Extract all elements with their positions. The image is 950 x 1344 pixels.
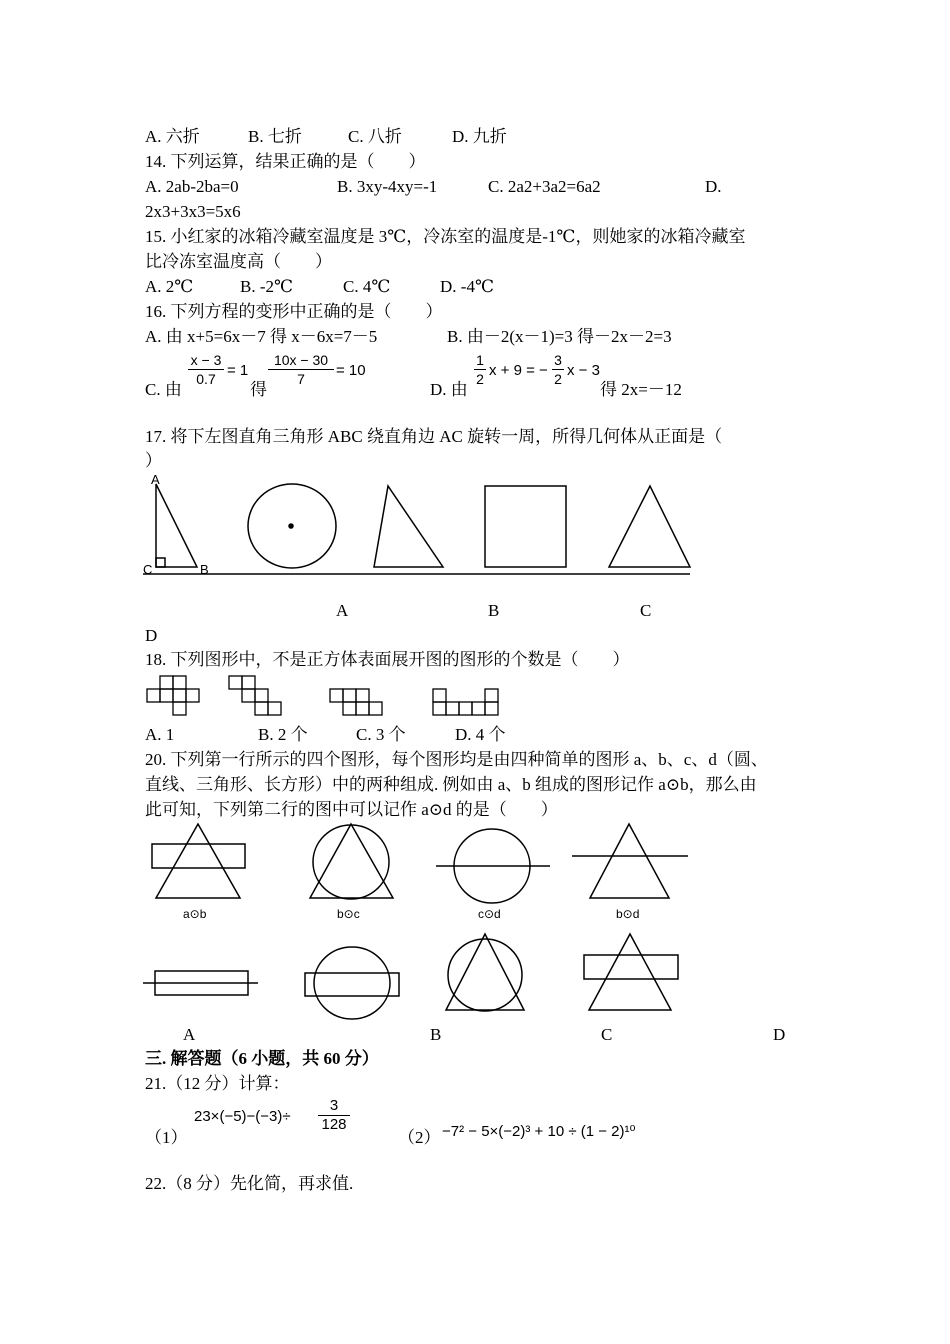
- section-3-heading: 三. 解答题（6 小题，共 60 分）: [145, 1049, 379, 1068]
- q20-caption-1: a⊙b: [183, 907, 207, 921]
- q21-expr-1-fraction: 3 128: [318, 1098, 350, 1133]
- q17-option-b-label: B: [488, 601, 500, 620]
- q16-d-tail: x − 3: [567, 362, 600, 379]
- q16-option-c-mid: 得: [250, 380, 267, 399]
- q14-option-b: B. 3xy-4xy=-1: [337, 177, 438, 196]
- q21-part-1-label: （1）: [145, 1128, 188, 1147]
- q18-option-c: C. 3 个: [356, 725, 406, 744]
- q20-caption-4: b⊙d: [616, 907, 640, 921]
- q14-option-d-cont: 2x3+3x3=5x6: [145, 202, 241, 221]
- q20-stem-2: 直线、三角形、长方形）中的两种组成. 例如由 a、b 组成的图形记作 a⊙b，那么由: [145, 775, 757, 794]
- q18-option-b: B. 2 个: [258, 725, 308, 744]
- q21-expr-2: −7² − 5×(−2)³ + 10 ÷ (1 − 2)¹⁰: [442, 1123, 636, 1140]
- q18-option-d: D. 4 个: [455, 725, 506, 744]
- q16-option-a: A. 由 x+5=6x－7 得 x－6x=7－5: [145, 327, 378, 346]
- q21-stem: 21.（12 分）计算：: [145, 1074, 290, 1093]
- q17-vertex-c: C: [143, 562, 153, 577]
- q15-option-d: D. -4℃: [440, 277, 494, 296]
- q14-option-c: C. 2a2+3a2=6a2: [488, 177, 601, 196]
- q20-option-a-figure: [143, 971, 258, 995]
- q17-stem-2: ）: [145, 451, 162, 470]
- q15-stem-2: 比冷冻室温度高（ ）: [145, 252, 332, 271]
- q16-option-d-prefix: D. 由: [430, 380, 468, 399]
- q20-example-c-d: [436, 829, 550, 903]
- q16-c-fraction-1: x − 3 0.7: [188, 352, 224, 387]
- q18-stem: 18. 下列图形中，不是正方体表面展开图的图形的个数是（ ）: [145, 650, 630, 669]
- q20-example-b-d: [572, 824, 688, 898]
- q14-stem: 14. 下列运算，结果正确的是（ ）: [145, 152, 426, 171]
- q13-option-c: C. 八折: [348, 127, 402, 146]
- q21-part-2-label: （2）: [398, 1128, 441, 1147]
- q16-c-fraction-2: 10x − 30 7: [268, 352, 334, 387]
- q14-option-d: D.: [705, 177, 722, 196]
- q15-stem-1: 15. 小红家的冰箱冷藏室温度是 3℃，冷冻室的温度是-1℃，则她家的冰箱冷藏室: [145, 227, 746, 246]
- q20-example-b-c: [310, 824, 393, 899]
- q20-option-b-label: B: [430, 1025, 442, 1044]
- q16-c-rhs-1: = 1: [227, 362, 249, 379]
- q20-example-a-b: [152, 824, 245, 898]
- q17-option-c-label: C: [640, 601, 652, 620]
- q13-option-a: A. 六折: [145, 127, 200, 146]
- q17-vertex-b: B: [200, 562, 209, 577]
- q13-option-d: D. 九折: [452, 127, 507, 146]
- q20-option-c-label: C: [601, 1025, 613, 1044]
- q16-d-mid: x + 9 = −: [489, 362, 548, 379]
- q20-caption-2: b⊙c: [337, 907, 360, 921]
- q13-option-b: B. 七折: [248, 127, 302, 146]
- q16-stem: 16. 下列方程的变形中正确的是（ ）: [145, 302, 443, 321]
- q17-option-a-label: A: [336, 601, 349, 620]
- q14-option-a: A. 2ab-2ba=0: [145, 177, 239, 196]
- q22-stem: 22.（8 分）先化简，再求值.: [145, 1174, 354, 1193]
- q17-option-d-label: D: [145, 626, 158, 645]
- q16-option-d-suffix: 得 2x=－12: [600, 380, 682, 399]
- q16-c-rhs-2: = 10: [336, 362, 366, 379]
- q20-caption-3: c⊙d: [478, 907, 501, 921]
- q15-option-a: A. 2℃: [145, 277, 194, 296]
- q15-option-c: C. 4℃: [343, 277, 391, 296]
- q15-option-b: B. -2℃: [240, 277, 294, 296]
- q16-d-fraction-1: 1 2: [474, 352, 486, 387]
- q20-option-a-label: A: [183, 1025, 196, 1044]
- q16-d-fraction-2: 3 2: [552, 352, 564, 387]
- q16-option-c-prefix: C. 由: [145, 380, 182, 399]
- q20-stem-3: 此可知，下列第二行的图中可以记作 a⊙d 的是（ ）: [145, 800, 558, 819]
- q20-option-c-figure: [446, 934, 524, 1011]
- q20-stem-1: 20. 下列第一行所示的四个图形，每个图形均是由四种简单的图形 a、b、c、d（圆、: [145, 750, 768, 769]
- q17-vertex-a: A: [151, 472, 160, 487]
- q20-option-d-figure: [584, 934, 678, 1010]
- q16-option-b: B. 由－2(x－1)=3 得－2x－2=3: [447, 327, 672, 346]
- q20-option-d-label: D: [773, 1025, 786, 1044]
- q18-option-a: A. 1: [145, 725, 175, 744]
- q17-stem-1: 17. 将下左图直角三角形 ABC 绕直角边 AC 旋转一周，所得几何体从正面是（: [145, 427, 723, 446]
- q21-expr-1-left: 23×(−5)−(−3)÷: [194, 1108, 291, 1125]
- q20-option-b-figure: [305, 947, 399, 1019]
